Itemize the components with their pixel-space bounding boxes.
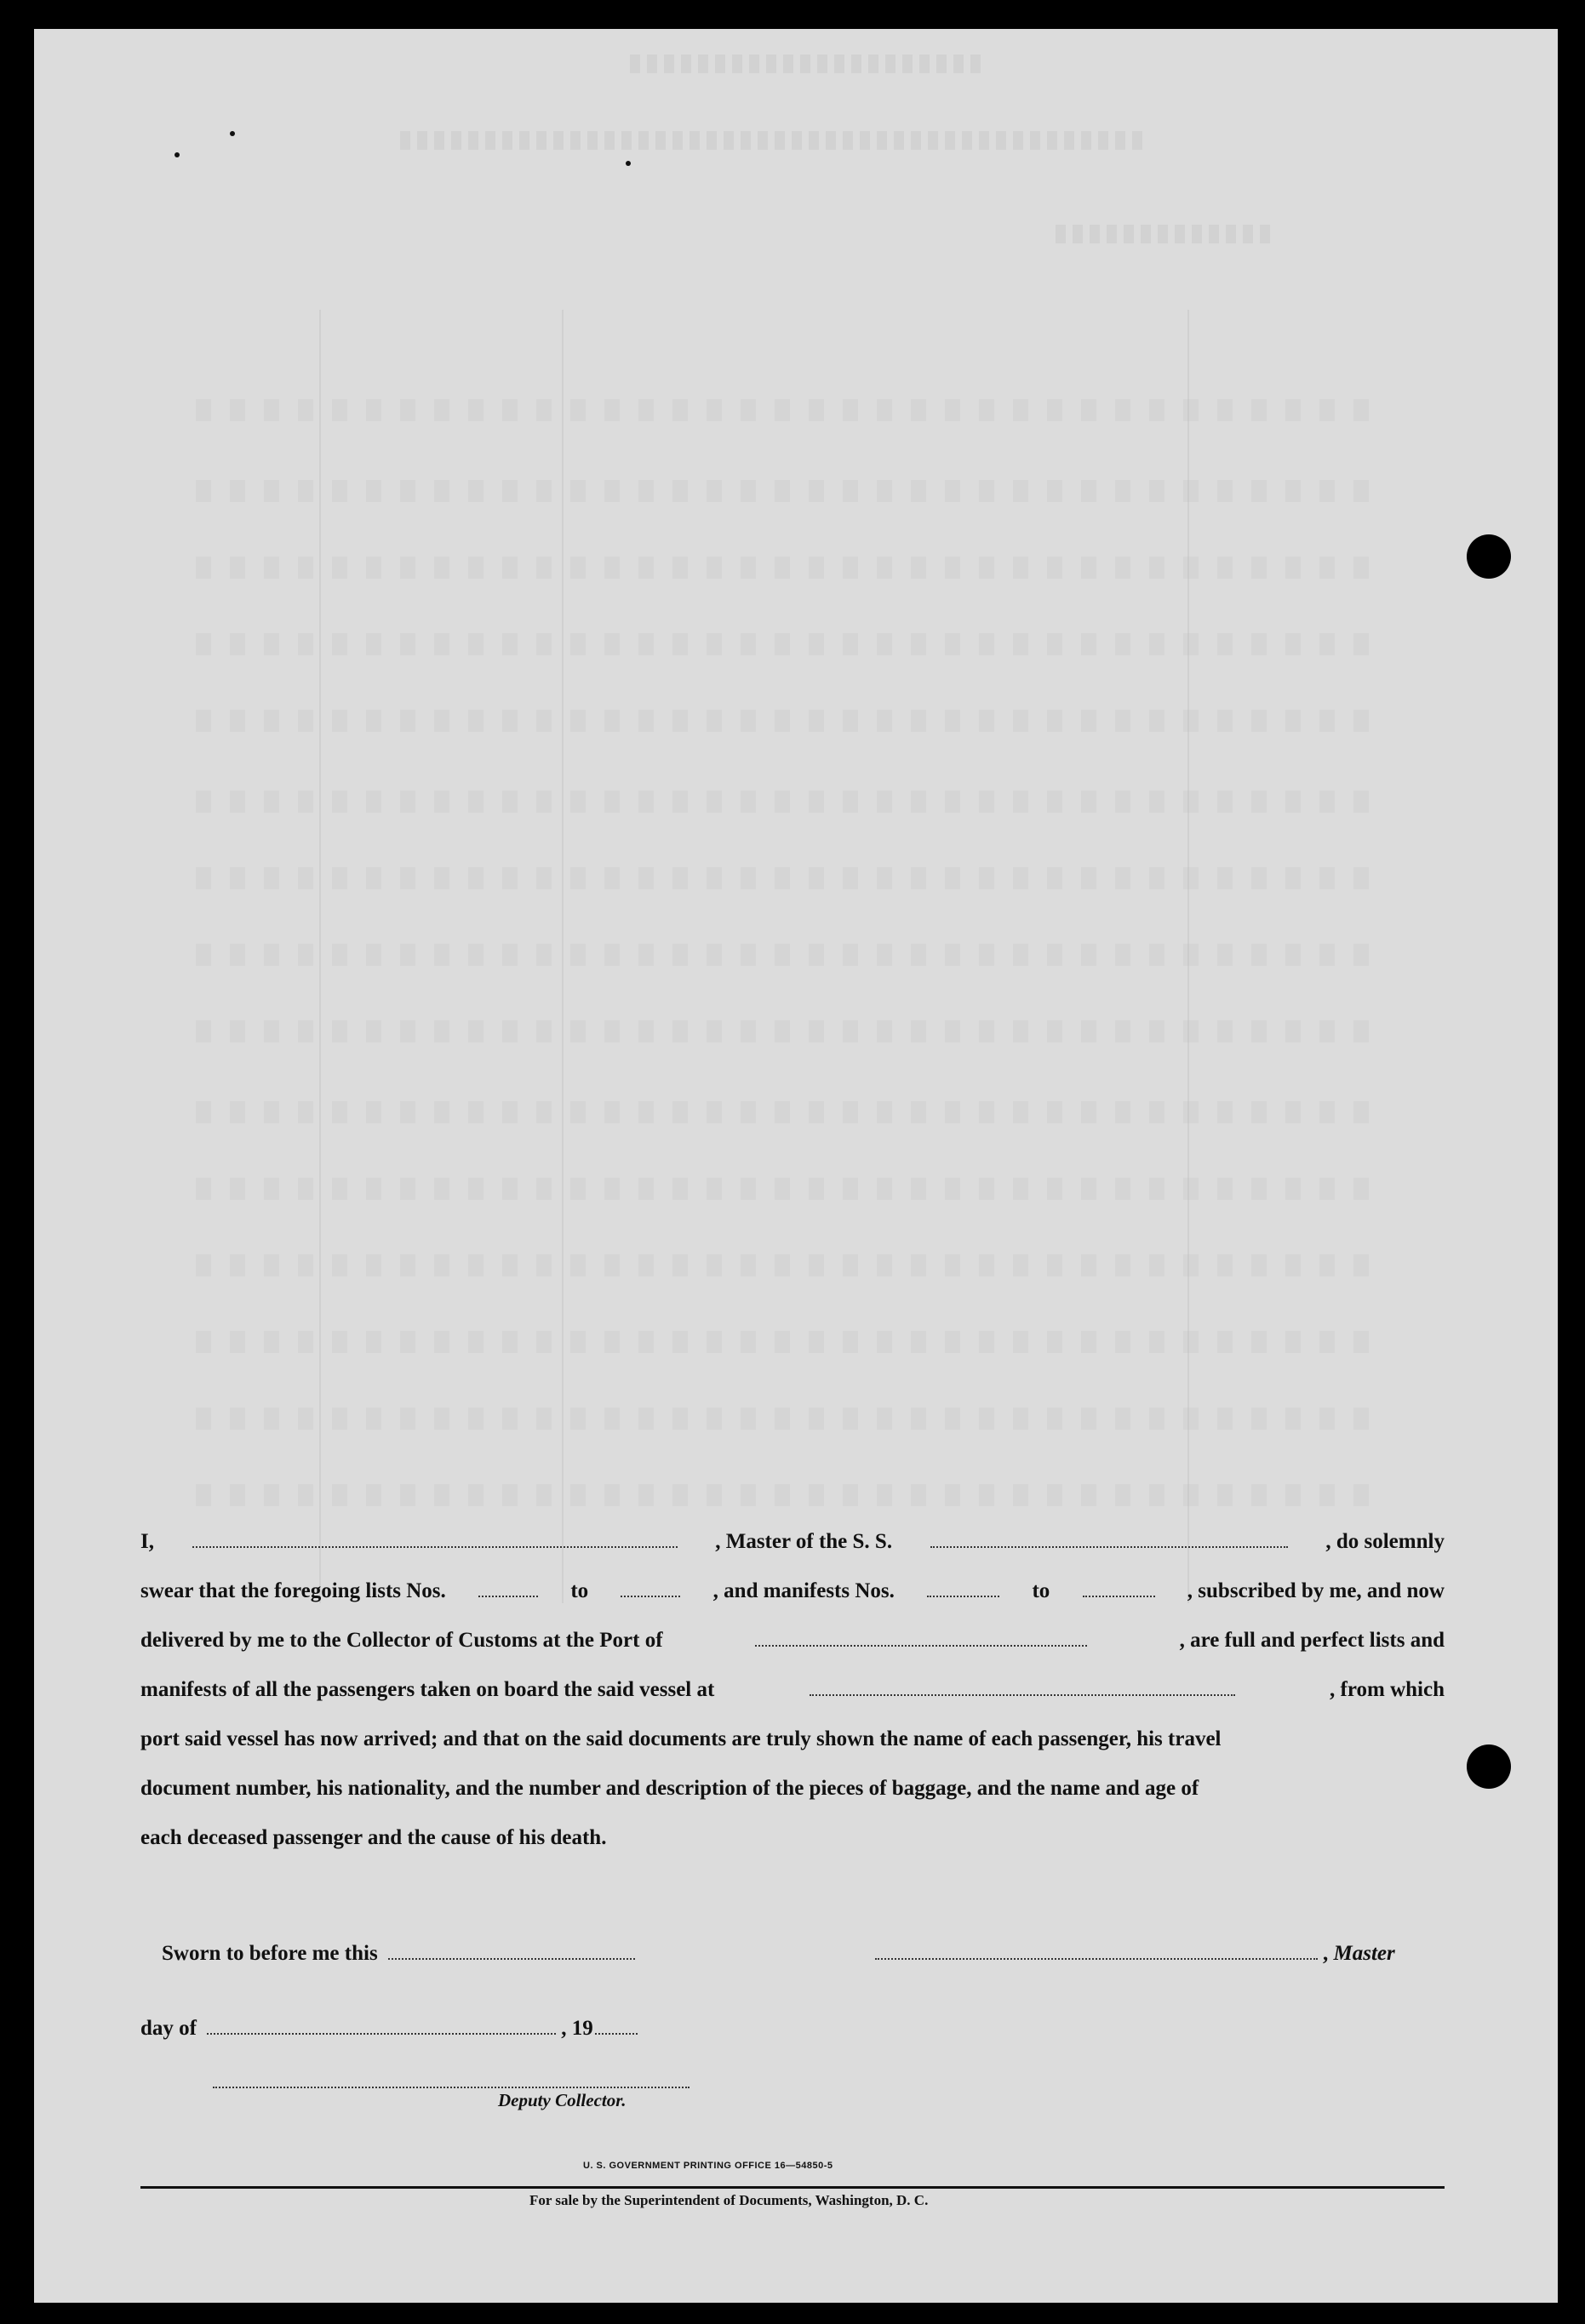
lists-from-blank — [478, 1580, 538, 1597]
ghost-row — [196, 1178, 1370, 1200]
punch-hole — [1467, 534, 1511, 579]
ghost-row — [196, 1331, 1370, 1353]
day-of-line — [140, 2017, 643, 2041]
lists-to-blank — [621, 1580, 680, 1597]
oath-i: I, — [140, 1530, 154, 1553]
oath-paragraph — [140, 1530, 1445, 1876]
deputy-collector-label: Deputy Collector. — [498, 2090, 627, 2110]
ghost-row — [196, 1254, 1370, 1276]
vessel-name-blank — [930, 1531, 1288, 1548]
oath-do-solemnly: , do solemnly — [1325, 1530, 1445, 1553]
ghost-row — [196, 867, 1370, 889]
oath-line-6 — [140, 1777, 1445, 1826]
oath-line-1 — [140, 1530, 1445, 1579]
oath-text-7: each deceased passenger and the cause of his death. — [140, 1826, 607, 1849]
master-signature-line — [875, 1942, 1395, 1966]
manifests-to-blank — [1083, 1580, 1155, 1597]
year-prefix: , 19 — [561, 2017, 593, 2040]
ghost-row — [196, 1484, 1370, 1506]
sworn-label: Sworn to before me this — [162, 1942, 378, 1965]
ink-speck — [626, 161, 631, 166]
ghost-header — [1056, 225, 1277, 243]
oath-line-5 — [140, 1727, 1445, 1777]
ink-speck — [175, 152, 180, 157]
sworn-date-blank — [388, 1943, 635, 1960]
oath-line-2 — [140, 1579, 1445, 1629]
footer-rule — [140, 2186, 1445, 2189]
oath-line-4 — [140, 1678, 1445, 1727]
ghost-row — [196, 557, 1370, 579]
oath-line-3 — [140, 1629, 1445, 1678]
ghost-rule — [319, 310, 321, 1603]
oath-swear: swear that the foregoing lists Nos. — [140, 1579, 446, 1602]
oath-and-manifests: , and manifests Nos. — [712, 1579, 895, 1602]
oath-master-of: , Master of the S. S. — [715, 1530, 893, 1553]
oath-delivered: delivered by me to the Collector of Customs at the Port of — [140, 1629, 663, 1652]
oath-subscribed: , subscribed by me, and now — [1187, 1579, 1445, 1602]
ghost-row — [196, 710, 1370, 732]
master-signature-blank — [875, 1943, 1318, 1960]
departure-port-blank — [810, 1679, 1235, 1696]
document-page — [34, 29, 1558, 2303]
master-name-blank — [192, 1531, 678, 1548]
ghost-row — [196, 480, 1370, 502]
ghost-row — [196, 1408, 1370, 1430]
sale-notice: For sale by the Superintendent of Documents, Washington, D. C. — [529, 2192, 929, 2208]
ghost-rule — [562, 310, 564, 1603]
oath-text-5: port said vessel has now arrived; and that on the said documents are truly shown the name of each passenger, his travel — [140, 1727, 1222, 1750]
year-blank — [595, 2018, 638, 2035]
ghost-header — [400, 131, 1149, 150]
sworn-line — [162, 1942, 640, 1966]
manifests-from-blank — [927, 1580, 999, 1597]
oath-manifests-all: manifests of all the passengers taken on board the said vessel at — [140, 1678, 715, 1701]
ghost-row — [196, 1101, 1370, 1123]
ghost-row — [196, 1020, 1370, 1042]
master-comma: , — [1323, 1942, 1334, 1965]
deputy-signature-line — [213, 2087, 690, 2088]
ghost-header — [630, 54, 987, 73]
punch-hole — [1467, 1744, 1511, 1789]
oath-to-2: to — [1032, 1579, 1050, 1602]
ghost-row — [196, 399, 1370, 421]
printing-office-imprint: U. S. GOVERNMENT PRINTING OFFICE 16—54850-5 — [583, 2161, 833, 2171]
ghost-row — [196, 791, 1370, 813]
ink-speck — [230, 131, 235, 136]
ghost-rule — [1187, 310, 1189, 1603]
oath-text-6: document number, his nationality, and the number and description of the pieces of baggage, and the name and age of — [140, 1777, 1199, 1800]
oath-from-which: , from which — [1330, 1678, 1445, 1701]
month-blank — [207, 2018, 556, 2035]
oath-line-7 — [140, 1826, 1445, 1876]
port-blank — [755, 1630, 1087, 1647]
day-of-label: day of — [140, 2017, 197, 2040]
ghost-row — [196, 633, 1370, 655]
ghost-row — [196, 944, 1370, 966]
oath-full-perfect: , are full and perfect lists and — [1179, 1629, 1445, 1652]
oath-to-1: to — [570, 1579, 589, 1602]
master-label: Master — [1333, 1942, 1395, 1965]
